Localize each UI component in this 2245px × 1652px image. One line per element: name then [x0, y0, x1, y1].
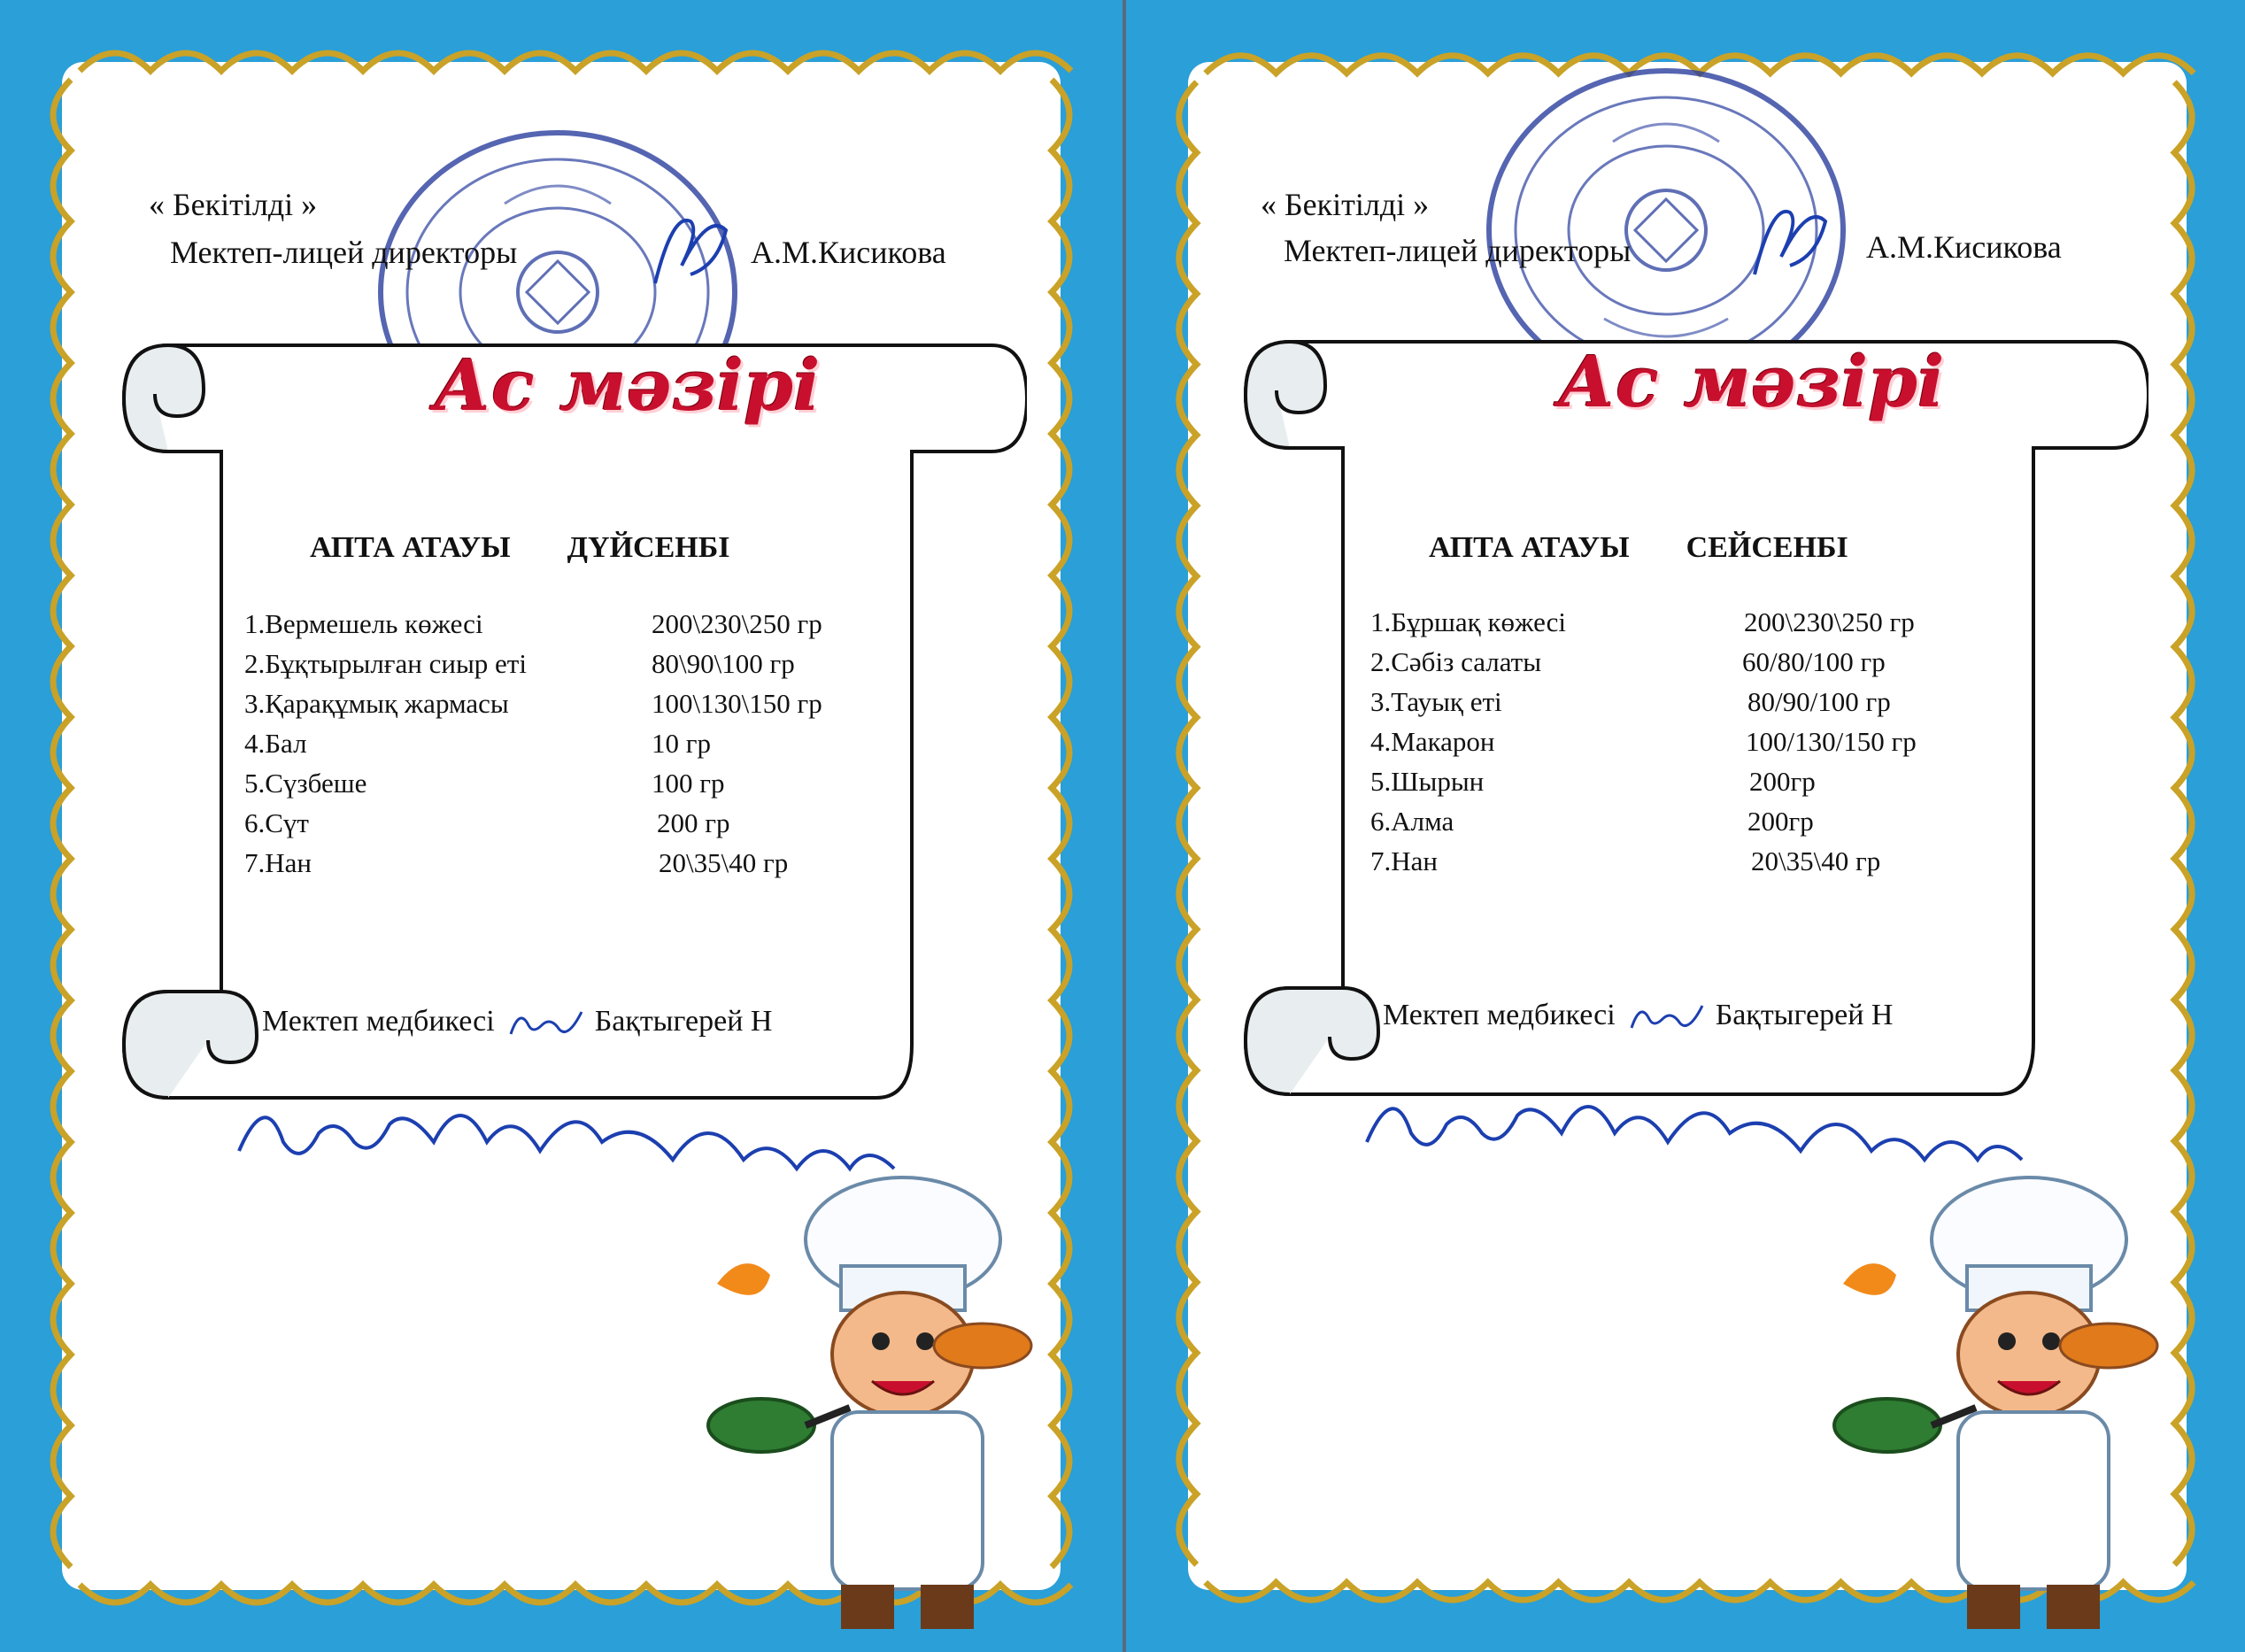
- item-quantity: 20\35\40 гр: [659, 847, 789, 878]
- item-name: 2.Бұқтырылған сиыр еті: [244, 648, 527, 679]
- menu-title: Ас мәзірі: [434, 344, 821, 427]
- list-item: [1370, 761, 2008, 801]
- nurse-line: [262, 1005, 772, 1041]
- menu-item-list: [244, 604, 882, 883]
- menu-card-tuesday: [1126, 0, 2245, 1652]
- week-day: СЕЙСЕНБІ: [1686, 531, 1848, 564]
- item-quantity: 20\35\40 гр: [1751, 845, 1881, 876]
- list-item: [1370, 801, 2008, 841]
- item-name: 5.Шырын: [1370, 766, 1485, 797]
- list-item: [1370, 722, 2008, 761]
- item-name: 6.Алма: [1370, 806, 1454, 837]
- item-quantity: 100 гр: [652, 768, 725, 799]
- item-quantity: 200гр: [1749, 766, 1816, 797]
- item-quantity: 200\230\250 гр: [652, 608, 822, 639]
- item-quantity: 200 гр: [657, 807, 730, 838]
- nurse-name: Бақтыгерей Н: [594, 1005, 773, 1038]
- list-item: [244, 803, 882, 843]
- week-row: [1429, 531, 1848, 565]
- nurse-label: Мектеп медбикесі: [1383, 999, 1616, 1031]
- nurse-name: Бақтыгерей Н: [1715, 999, 1894, 1031]
- director-signature: [1737, 195, 1843, 292]
- item-name: 7.Нан: [1370, 845, 1438, 876]
- item-name: 6.Сүт: [244, 807, 309, 838]
- item-quantity: 80\90\100 гр: [652, 648, 795, 679]
- chef-illustration: [699, 1142, 1053, 1647]
- list-item: [244, 723, 882, 763]
- director-title: Мектеп-лицей директоры: [1284, 233, 1632, 268]
- list-item: [1370, 682, 2008, 722]
- item-quantity: 80/90/100 гр: [1747, 686, 1891, 717]
- list-item: [1370, 841, 2008, 881]
- list-item: [244, 683, 882, 723]
- director-name: А.М.Кисикова: [1866, 229, 2062, 265]
- week-row: [310, 531, 729, 565]
- list-item: [244, 604, 882, 644]
- chef-illustration: [1825, 1142, 2179, 1647]
- item-name: 3.Тауық еті: [1370, 686, 1502, 717]
- nurse-signature: [502, 1006, 587, 1041]
- list-item: [1370, 602, 2008, 642]
- item-quantity: 100/130/150 гр: [1746, 726, 1917, 757]
- item-name: 1.Вермешель көжесі: [244, 608, 483, 639]
- item-name: 4.Макарон: [1370, 726, 1495, 757]
- week-label: АПТА АТАУЫ: [310, 531, 511, 564]
- nurse-signature: [1623, 1000, 1708, 1035]
- list-item: [244, 843, 882, 883]
- week-label: АПТА АТАУЫ: [1429, 531, 1630, 564]
- nurse-label: Мектеп медбикесі: [262, 1005, 495, 1038]
- week-day: ДҮЙСЕНБІ: [567, 531, 730, 564]
- item-quantity: 200гр: [1747, 806, 1814, 837]
- list-item: [1370, 642, 2008, 682]
- item-name: 5.Сүзбеше: [244, 768, 367, 799]
- nurse-line: [1383, 999, 1893, 1035]
- item-quantity: 200\230\250 гр: [1744, 606, 1915, 637]
- menu-card-monday: [0, 0, 1122, 1652]
- item-quantity: 100\130\150 гр: [652, 688, 822, 719]
- approval-heading: « Бекітілді »: [1261, 187, 1430, 222]
- item-name: 7.Нан: [244, 847, 312, 878]
- director-title: Мектеп-лицей директоры: [170, 235, 518, 270]
- item-name: 1.Бұршақ көжесі: [1370, 606, 1566, 637]
- item-name: 3.Қарақұмық жармасы: [244, 688, 509, 719]
- menu-title: Ас мәзірі: [1558, 340, 1945, 423]
- director-signature: [637, 204, 744, 301]
- item-name: 4.Бал: [244, 728, 307, 759]
- list-item: [244, 644, 882, 683]
- list-item: [244, 763, 882, 803]
- item-quantity: 60/80/100 гр: [1742, 646, 1886, 677]
- director-name: А.М.Кисикова: [751, 235, 946, 270]
- approval-heading: « Бекітілді »: [149, 187, 318, 222]
- item-quantity: 10 гр: [652, 728, 711, 759]
- menu-item-list: [1370, 602, 2008, 881]
- item-name: 2.Сәбіз салаты: [1370, 646, 1542, 677]
